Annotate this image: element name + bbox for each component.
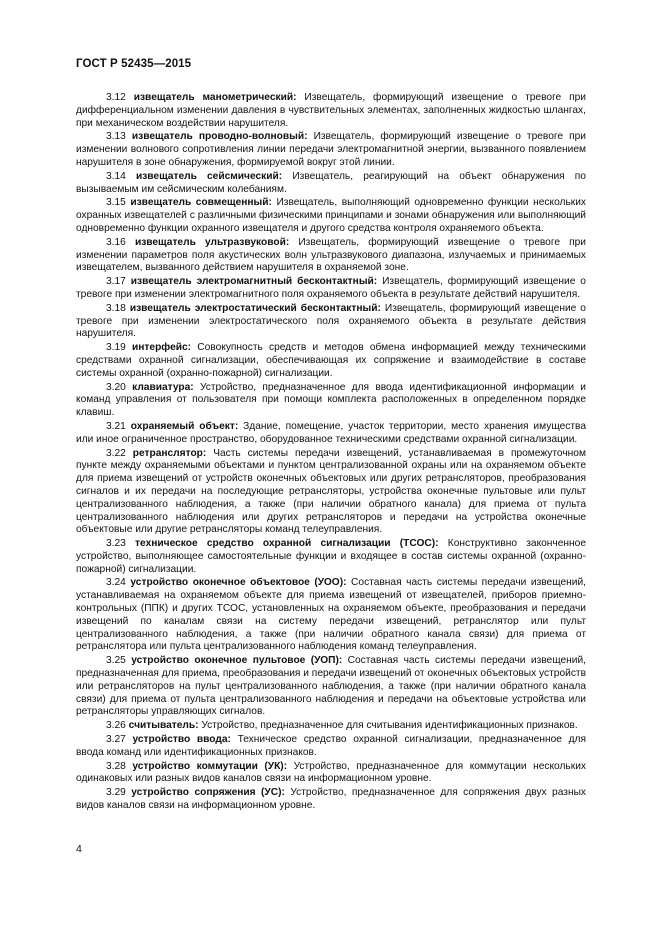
definition-entry bbox=[76, 720, 586, 733]
entry-number: 3.20 bbox=[106, 381, 126, 393]
entry-number: 3.24 bbox=[106, 577, 126, 589]
definition-entry bbox=[76, 382, 586, 420]
standard-header: ГОСТ Р 52435—2015 bbox=[76, 58, 192, 70]
definition-entry bbox=[76, 448, 586, 538]
entry-term: интерфейс: bbox=[132, 342, 192, 354]
definition-entry bbox=[76, 577, 586, 654]
entry-term: извещатель электромагнитный бесконтактный: bbox=[130, 276, 378, 288]
entry-term: охраняемый объект: bbox=[130, 420, 239, 432]
entry-definition: Извещатель, формирующий извещение о тревоге при дифференциальном изменении давления в чувствительных элементах, заполненных жидкостью шлангах, при механическом воздействии нарушителя. bbox=[76, 92, 586, 129]
entry-number: 3.28 bbox=[106, 760, 126, 772]
entry-term: устройство коммутации (УК): bbox=[132, 760, 288, 772]
entry-term: извещатель ультразвуковой: bbox=[134, 236, 290, 248]
definition-entry bbox=[76, 761, 586, 787]
entry-definition: Техническое средство охранной сигнализации, предназначенное для ввода команд или идентификационных признаков. bbox=[76, 734, 586, 758]
entry-definition: Устройство, предназначенное для коммутации нескольких одинаковых или разных видов каналов связи на информационном уровне. bbox=[76, 760, 586, 785]
entry-definition: Извещатель, выполняющий одновременно функции нескольких охранных извещателей с различными физическими принципами и зонами обнаружения или выполняющий одновременно функции охранного извещателя и другого средства контроля охраняемого объекта. bbox=[76, 197, 587, 234]
entry-definition: Извещатель, формирующий извещение о тревоге при изменении электромагнитного поля охраняемого объекта в результате действий нарушителя. bbox=[76, 276, 586, 300]
definition-entry bbox=[76, 197, 586, 235]
entry-definition: Составная часть системы передачи извещений, предназначенная для приема, преобразования и передачи извещений от оконечных объектовых устройств или ретрансляторов на пульт централизованного наблюдения, а также (при наличии обратного канала связи) для приема от пульта централизованного наблюдения и передачи на объектовые устройства или ретрансляторы управляющих сигналов. bbox=[76, 655, 586, 718]
entry-term: устройство ввода: bbox=[132, 734, 231, 746]
entry-number: 3.12 bbox=[106, 92, 126, 103]
definition-entry bbox=[76, 276, 586, 302]
entry-term: извещатель проводно-волновый: bbox=[131, 131, 308, 143]
entry-definition: Часть системы передачи извещений, устанавливаемая в промежуточном пункте между охраняемыми объектами и пунктом централизованной охраны или на охраняемом объекте для приема извещений от устройств оконечных объектовых или других ретрансляторов, преобразования сигналов и их передачи на последующие ретрансляторы, устройства оконечные пультовые или пульт централизованного наблюдения, а также (при наличии обратного канала) для приема от пульта централизованного наблюдения или других ретрансляторов и передачи на устройства оконечные объектовые или другие ретрансляторы команд телеуправления. bbox=[76, 447, 586, 536]
entry-term: клавиатура: bbox=[132, 381, 194, 393]
entry-term: извещатель совмещенный: bbox=[130, 197, 272, 209]
definition-entry bbox=[76, 303, 586, 341]
entry-definition: Здание, помещение, участок территории, место хранения имущества или иное ограниченное пространство, оборудованное техническими средствами охранной сигнализации. bbox=[76, 420, 586, 445]
definition-entry bbox=[76, 538, 586, 576]
definition-entry bbox=[76, 655, 586, 719]
entry-definition: Совокупность средств и методов обмена информацией между техническими средствами охранной сигнализации, обеспечивающая их сопряжение и взаимодействие в составе системы охранной (охранно-пожарной) сигнализации. bbox=[76, 342, 586, 379]
entry-number: 3.19 bbox=[106, 342, 126, 354]
entry-definition: Составная часть системы передачи извещений, устанавливаемая на охраняемом объекте для приема извещений от извещателей, приборов приемно-контрольных (ППК) и других ТСОС, установленных на охраняемом объекте, преобразования и передачи извещений по каналам связи на систему передачи извещений, ретранслятор или пульт централизованного наблюдения, а также (при наличии обратного канала связи) для приема от ретранслятора или пульта централизованного наблюдения команд телеуправления. bbox=[76, 577, 586, 653]
entry-definition: Устройство, предназначенное для считывания идентификационных признаков. bbox=[201, 720, 578, 732]
entry-term: извещатель манометрический: bbox=[133, 92, 297, 103]
entry-term: ретранслятор: bbox=[132, 447, 207, 459]
entry-number: 3.23 bbox=[106, 538, 126, 550]
definition-entry bbox=[76, 171, 586, 197]
entry-term: устройство сопряжения (УС): bbox=[131, 787, 285, 799]
entry-number: 3.29 bbox=[106, 787, 126, 799]
entry-term: устройство оконечное объектовое (УОО): bbox=[130, 577, 347, 589]
entry-number: 3.18 bbox=[106, 302, 126, 314]
entry-definition: Устройство, предназначенное для сопряжения двух разных видов каналов связи на информационном уровне. bbox=[76, 787, 586, 812]
entry-definition: Извещатель, реагирующий на объект обнаружения по вызываемым им сейсмическим колебаниям. bbox=[76, 170, 586, 195]
entry-term: извещатель сейсмический: bbox=[135, 170, 283, 182]
entry-number: 3.13 bbox=[106, 131, 126, 143]
entry-definition: Устройство, предназначенное для ввода идентификационной информации и команд управления от пользователя при помощи комплекта расположенных в определенном порядке клавиш. bbox=[76, 381, 586, 419]
entry-number: 3.26 bbox=[106, 720, 126, 732]
entry-term: считыватель: bbox=[128, 720, 199, 732]
entry-definition: Извещатель, формирующий извещение о тревоге при изменении электростатического поля охраняемого объекта в результате действия нарушителя. bbox=[76, 302, 586, 340]
entry-number: 3.21 bbox=[106, 420, 126, 432]
entry-definition: Конструктивно законченное устройство, выполняющее самостоятельные функции и входящее в состав системы охранной (охранно-пожарной) сигнализации. bbox=[76, 538, 586, 575]
entry-definition: Извещатель, формирующий извещение о тревоге при изменении параметров поля акустических волн ультразвукового диапазона, излучаемых и принимаемых извещателем, вызванного действием нарушителя в охраняемой зоне. bbox=[76, 236, 586, 274]
definition-entry bbox=[76, 237, 586, 275]
entry-term: техническое средство охранной сигнализации (ТСОС): bbox=[135, 538, 439, 550]
definitions-body bbox=[76, 92, 586, 814]
entry-number: 3.17 bbox=[106, 276, 126, 288]
definition-entry bbox=[76, 342, 586, 380]
definition-entry bbox=[76, 421, 586, 447]
entry-number: 3.25 bbox=[106, 655, 126, 667]
entry-term: извещатель электростатический бесконтактный: bbox=[129, 302, 381, 314]
entry-number: 3.14 bbox=[106, 170, 126, 182]
entry-number: 3.16 bbox=[106, 236, 126, 248]
entry-definition: Извещатель, формирующий извещение о тревоге при изменении волнового сопротивления линии передачи электромагнитной энергии, вызванного появлением нарушителя в зоне обнаружения, формируемой вокруг этой линии. bbox=[76, 131, 586, 168]
definition-entry bbox=[76, 787, 586, 813]
entry-number: 3.15 bbox=[106, 197, 126, 209]
definition-entry bbox=[76, 131, 586, 169]
entry-number: 3.22 bbox=[106, 447, 126, 459]
entry-term: устройство оконечное пультовое (УОП): bbox=[131, 655, 343, 667]
page-number: 4 bbox=[76, 843, 82, 855]
definition-entry bbox=[76, 734, 586, 760]
entry-number: 3.27 bbox=[106, 734, 126, 746]
definition-entry bbox=[76, 92, 586, 130]
